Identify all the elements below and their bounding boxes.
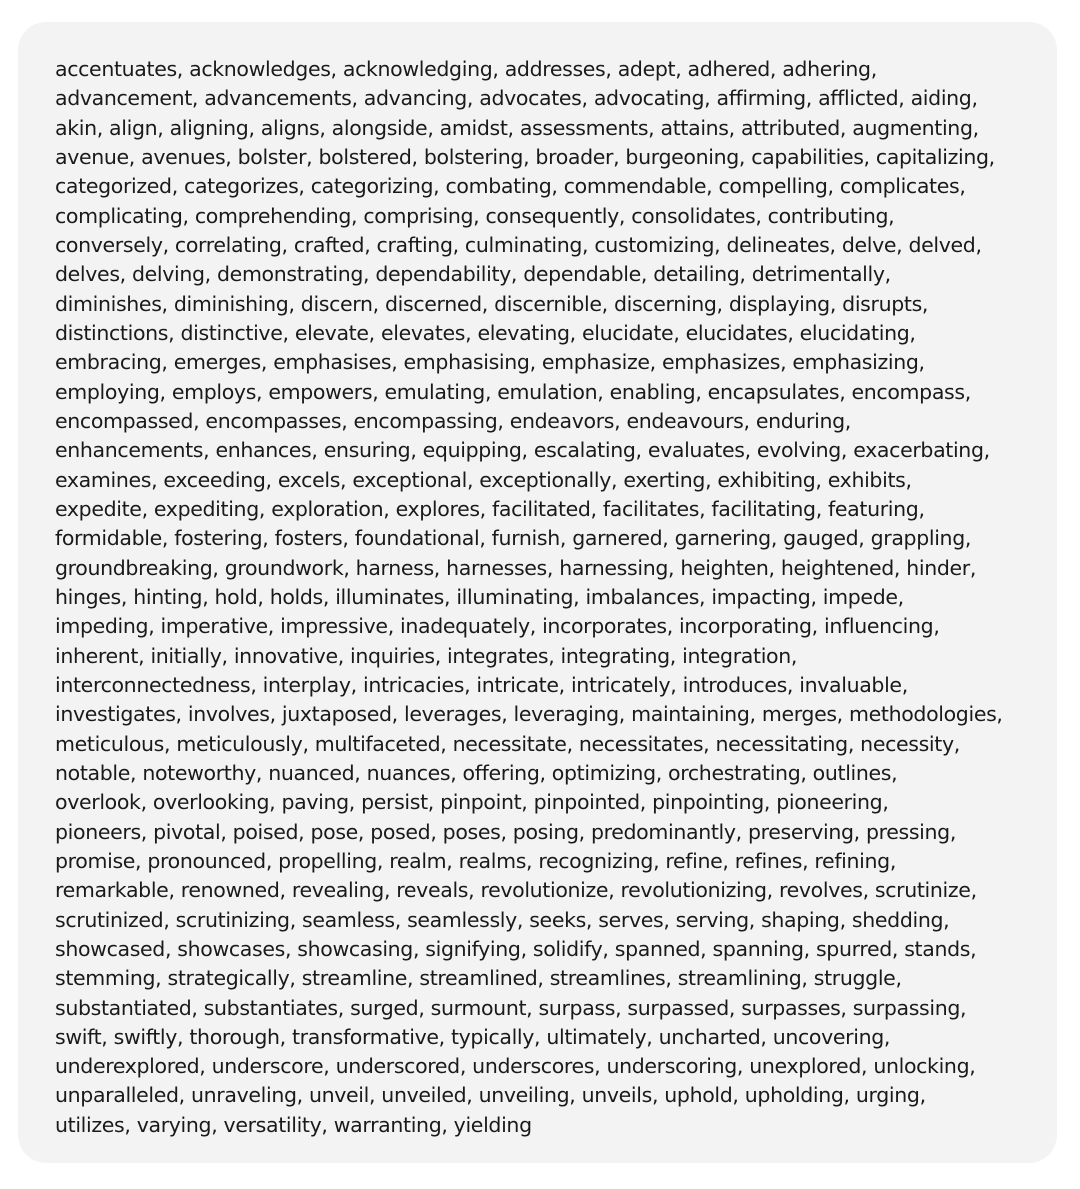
word-list-line: investigates, involves, juxtaposed, leverages, leveraging, maintaining, merges, methodologies,: [55, 702, 1003, 727]
word-list-line: complicating, comprehending, comprising, consequently, consolidates, contributing,: [55, 203, 895, 228]
word-list-line: showcased, showcases, showcasing, signifying, solidify, spanned, spanning, spurred, stands,: [55, 936, 977, 961]
word-list-line: avenue, avenues, bolster, bolstered, bolstering, broader, burgeoning, capabilities, capitalizing,: [55, 144, 995, 169]
word-list-line: diminishes, diminishing, discern, discerned, discernible, discerning, displaying, disrupts,: [55, 291, 929, 316]
word-list-line: overlook, overlooking, paving, persist, pinpoint, pinpointed, pinpointing, pioneering,: [55, 790, 889, 815]
word-list-line: promise, pronounced, propelling, realm, realms, recognizing, refine, refines, refining,: [55, 848, 896, 873]
word-list-line: inherent, initially, innovative, inquiries, integrates, integrating, integration,: [55, 643, 798, 668]
word-list-line: encompassed, encompasses, encompassing, endeavors, endeavours, enduring,: [55, 408, 851, 433]
word-list-line: embracing, emerges, emphasises, emphasising, emphasize, emphasizes, emphasizing,: [55, 350, 925, 375]
word-list-text: [55, 55, 1057, 1140]
word-list-card: [18, 22, 1057, 1163]
word-list-line: impeding, imperative, impressive, inadequately, incorporates, incorporating, influencing,: [55, 614, 940, 639]
word-list-line: pioneers, pivotal, poised, pose, posed, poses, posing, predominantly, preserving, pressing,: [55, 819, 957, 844]
word-list-line: stemming, strategically, streamline, streamlined, streamlines, streamlining, struggle,: [55, 966, 902, 991]
word-list-line: accentuates, acknowledges, acknowledging, addresses, adept, adhered, adhering,: [55, 57, 877, 81]
word-list-line: substantiated, substantiates, surged, surmount, surpass, surpassed, surpasses, surpassing,: [55, 995, 967, 1020]
word-list-line: expedite, expediting, exploration, explores, facilitated, facilitates, facilitating, featuring,: [55, 496, 925, 521]
word-list-line: advancement, advancements, advancing, advocates, advocating, affirming, afflicted, aiding,: [55, 86, 978, 111]
word-list-line: formidable, fostering, fosters, foundational, furnish, garnered, garnering, gauged, grappling,: [55, 526, 972, 551]
word-list-line: hinges, hinting, hold, holds, illuminates, illuminating, imbalances, impacting, impede,: [55, 584, 904, 609]
word-list-line: delves, delving, demonstrating, dependability, dependable, detailing, detrimentally,: [55, 262, 891, 287]
word-list-line: enhancements, enhances, ensuring, equipping, escalating, evaluates, evolving, exacerbating,: [55, 438, 990, 463]
word-list-line: meticulous, meticulously, multifaceted, necessitate, necessitates, necessitating, necessity,: [55, 731, 960, 756]
word-list-line: groundbreaking, groundwork, harness, harnesses, harnessing, heighten, heightened, hinder,: [55, 555, 977, 580]
word-list-line: akin, align, aligning, aligns, alongside, amidst, assessments, attains, attributed, augmenting,: [55, 115, 979, 140]
word-list-line: examines, exceeding, excels, exceptional, exceptionally, exerting, exhibiting, exhibits,: [55, 467, 912, 492]
word-list-line: utilizes, varying, versatility, warranting, yielding: [55, 1112, 532, 1137]
word-list-line: conversely, correlating, crafted, crafting, culminating, customizing, delineates, delve, delved,: [55, 232, 982, 257]
word-list-line: employing, employs, empowers, emulating, emulation, enabling, encapsulates, encompass,: [55, 379, 971, 404]
word-list-line: swift, swiftly, thorough, transformative, typically, ultimately, uncharted, uncovering,: [55, 1024, 891, 1049]
word-list-line: scrutinized, scrutinizing, seamless, seamlessly, seeks, serves, serving, shaping, shedding,: [55, 907, 950, 932]
word-list-line: interconnectedness, interplay, intricacies, intricate, intricately, introduces, invaluable,: [55, 672, 908, 697]
word-list-line: notable, noteworthy, nuanced, nuances, offering, optimizing, orchestrating, outlines,: [55, 760, 898, 785]
word-list-line: distinctions, distinctive, elevate, elevates, elevating, elucidate, elucidates, elucidating,: [55, 320, 916, 345]
word-list-line: categorized, categorizes, categorizing, combating, commendable, compelling, complicates,: [55, 174, 966, 199]
word-list-line: unparalleled, unraveling, unveil, unveiled, unveiling, unveils, uphold, upholding, urging,: [55, 1083, 926, 1108]
word-list-line: remarkable, renowned, revealing, reveals, revolutionize, revolutionizing, revolves, scrutinize,: [55, 878, 977, 903]
word-list-line: underexplored, underscore, underscored, underscores, underscoring, unexplored, unlocking,: [55, 1054, 976, 1079]
